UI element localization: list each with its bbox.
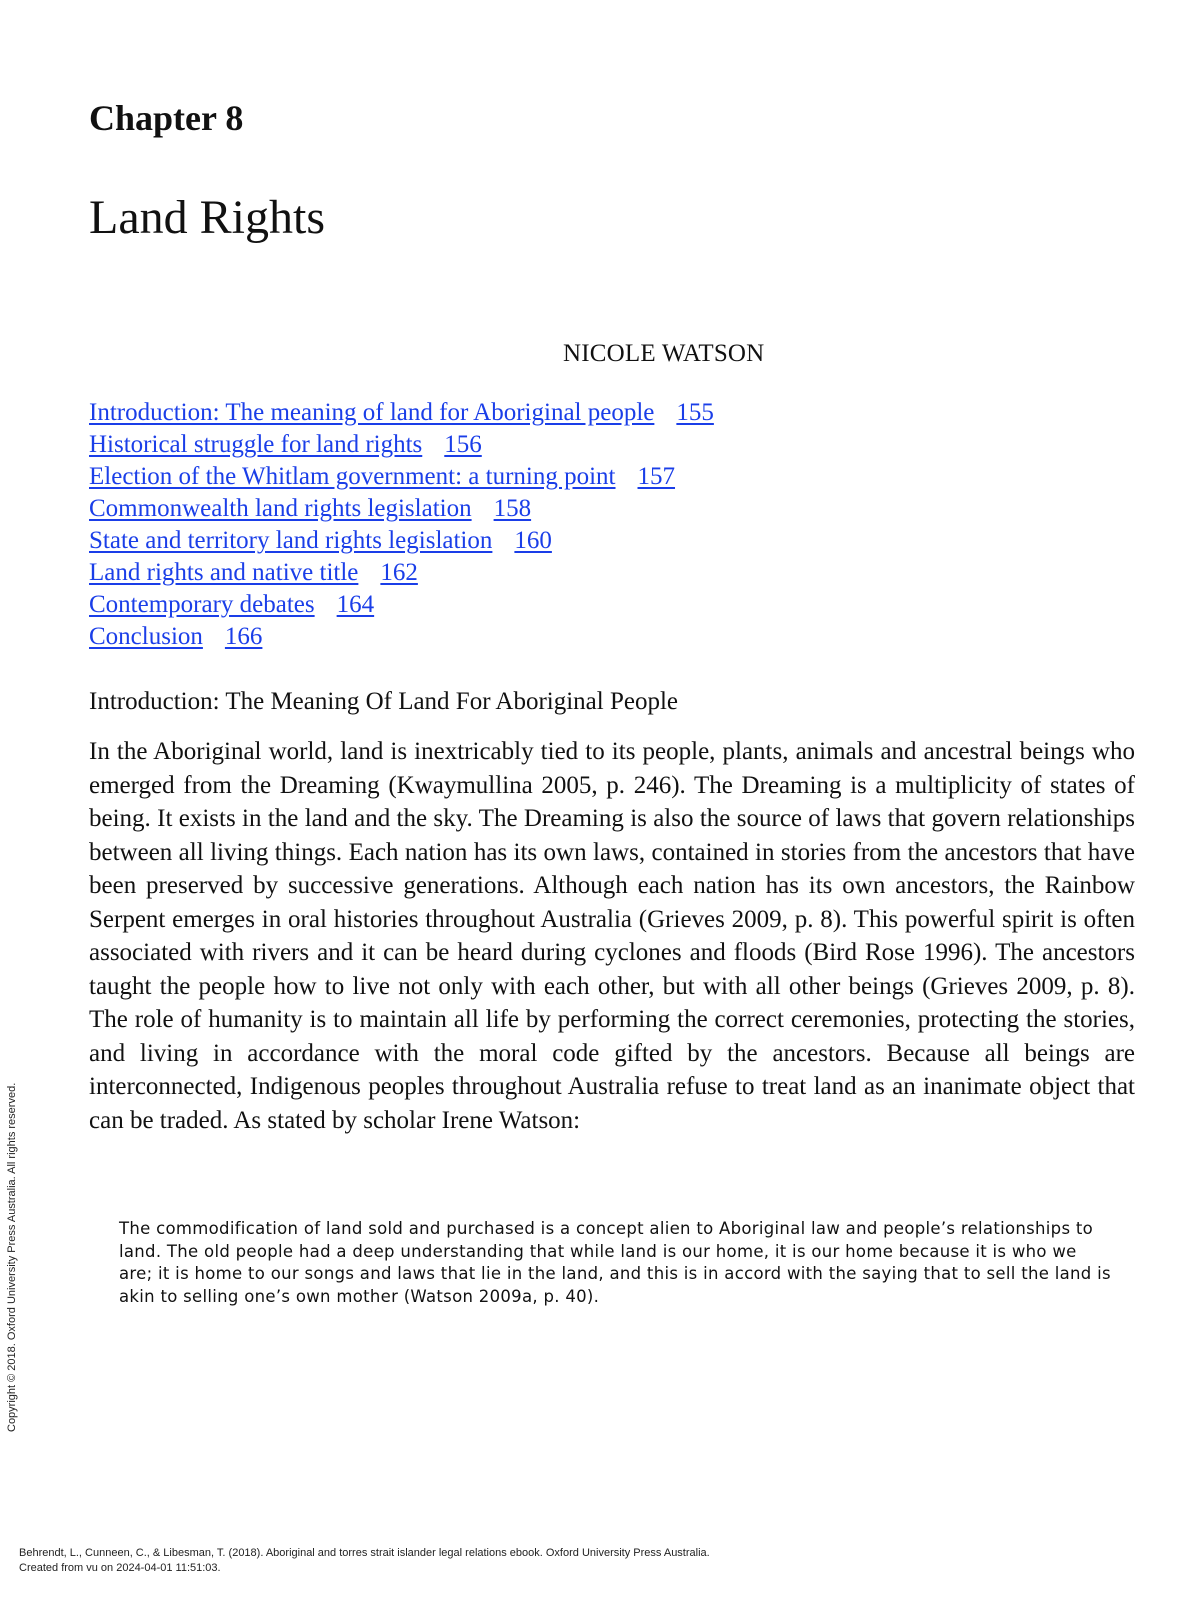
- toc-link-native-title[interactable]: [89, 559, 418, 586]
- toc-link-title: Conclusion: [89, 623, 203, 650]
- toc-link-title: State and territory land rights legislation: [89, 527, 493, 554]
- toc-item: [89, 589, 714, 621]
- toc-link-page: 160: [514, 527, 552, 554]
- toc-link-page: 158: [493, 495, 532, 522]
- toc-link-page: 162: [380, 559, 418, 586]
- table-of-contents: [89, 397, 714, 653]
- toc-item: [89, 525, 714, 557]
- toc-item: [89, 557, 714, 589]
- footer-created: Created from vu on 2024-04-01 11:51:03.: [19, 1562, 221, 1574]
- toc-item: [89, 397, 714, 429]
- toc-item: [89, 621, 714, 653]
- chapter-label: Chapter 8: [89, 98, 244, 138]
- copyright-notice: Copyright © 2018. Oxford University Press Australia. All rights reserved.: [6, 1082, 18, 1432]
- toc-link-page: 164: [336, 591, 375, 618]
- footer-citation: Behrendt, L., Cunneen, C., & Libesman, T. (2018). Aboriginal and torres strait islander legal relations ebook. Oxford University Press Australia.: [19, 1547, 710, 1559]
- toc-link-title: Election of the Whitlam government: a turning point: [89, 463, 616, 490]
- toc-link-whitlam-election[interactable]: [89, 463, 675, 490]
- body-paragraph: In the Aboriginal world, land is inextricably tied to its people, plants, animals and ancestral beings who emerged from the Dreaming (Kwaymullina 2005, p. 246). The Dreaming is a multiplicity of states of being. It exists in the land and the sky. The Dreaming is also the source of laws that govern relationships between all living things. Each nation has its own laws, contained in stories from the ancestors that have been preserved by successive generations. Although each nation has its own ancestors, the Rainbow Serpent emerges in oral histories throughout Australia (Grieves 2009, p. 8). This powerful spirit is often associated with rivers and it can be heard during cyclones and floods (Bird Rose 1996). The ancestors taught the people how to live not only with each other, but with all other beings (Grieves 2009, p. 8). The role of humanity is to maintain all life by performing the correct ceremonies, protecting the stories, and living in accordance with the moral code gifted by the ancestors. Because all beings are interconnected, Indigenous peoples throughout Australia refuse to treat land as an inanimate object that can be traded. As stated by scholar Irene Watson:: [89, 738, 1135, 1134]
- toc-link-title: Contemporary debates: [89, 591, 315, 618]
- toc-link-title: Introduction: The meaning of land for Aboriginal people: [89, 399, 655, 426]
- toc-link-historical-struggle[interactable]: [89, 431, 482, 458]
- toc-link-commonwealth-legislation[interactable]: [89, 495, 531, 522]
- chapter-title: Land Rights: [89, 191, 325, 244]
- toc-item: [89, 493, 714, 525]
- toc-link-page: 156: [444, 431, 482, 458]
- toc-link-title: Commonwealth land rights legislation: [89, 495, 472, 522]
- toc-item: [89, 429, 714, 461]
- toc-link-contemporary-debates[interactable]: [89, 591, 374, 618]
- toc-link-conclusion[interactable]: [89, 623, 262, 650]
- toc-link-page: 166: [224, 623, 263, 650]
- toc-link-introduction[interactable]: [89, 399, 714, 426]
- toc-link-title: Historical struggle for land rights: [89, 431, 423, 458]
- toc-link-title: Land rights and native title: [89, 559, 359, 586]
- toc-link-state-territory-legislation[interactable]: [89, 527, 552, 554]
- block-quote: The commodification of land sold and purchased is a concept alien to Aboriginal law and people’s relationships to land. The old people had a deep understanding that while land is our home, it is our home because it is who we are; it is home to our songs and laws that lie in the land, and this is in accord with the saying that to sell the land is akin to selling one’s own mother (Watson 2009a, p. 40).: [119, 1219, 1111, 1306]
- toc-item: [89, 461, 714, 493]
- section-heading: Introduction: The Meaning Of Land For Aboriginal People: [89, 688, 679, 715]
- page-footer: [19, 1546, 710, 1576]
- toc-link-page: 157: [637, 463, 676, 490]
- author-name: NICOLE WATSON: [563, 340, 765, 367]
- toc-link-page: 155: [676, 399, 714, 426]
